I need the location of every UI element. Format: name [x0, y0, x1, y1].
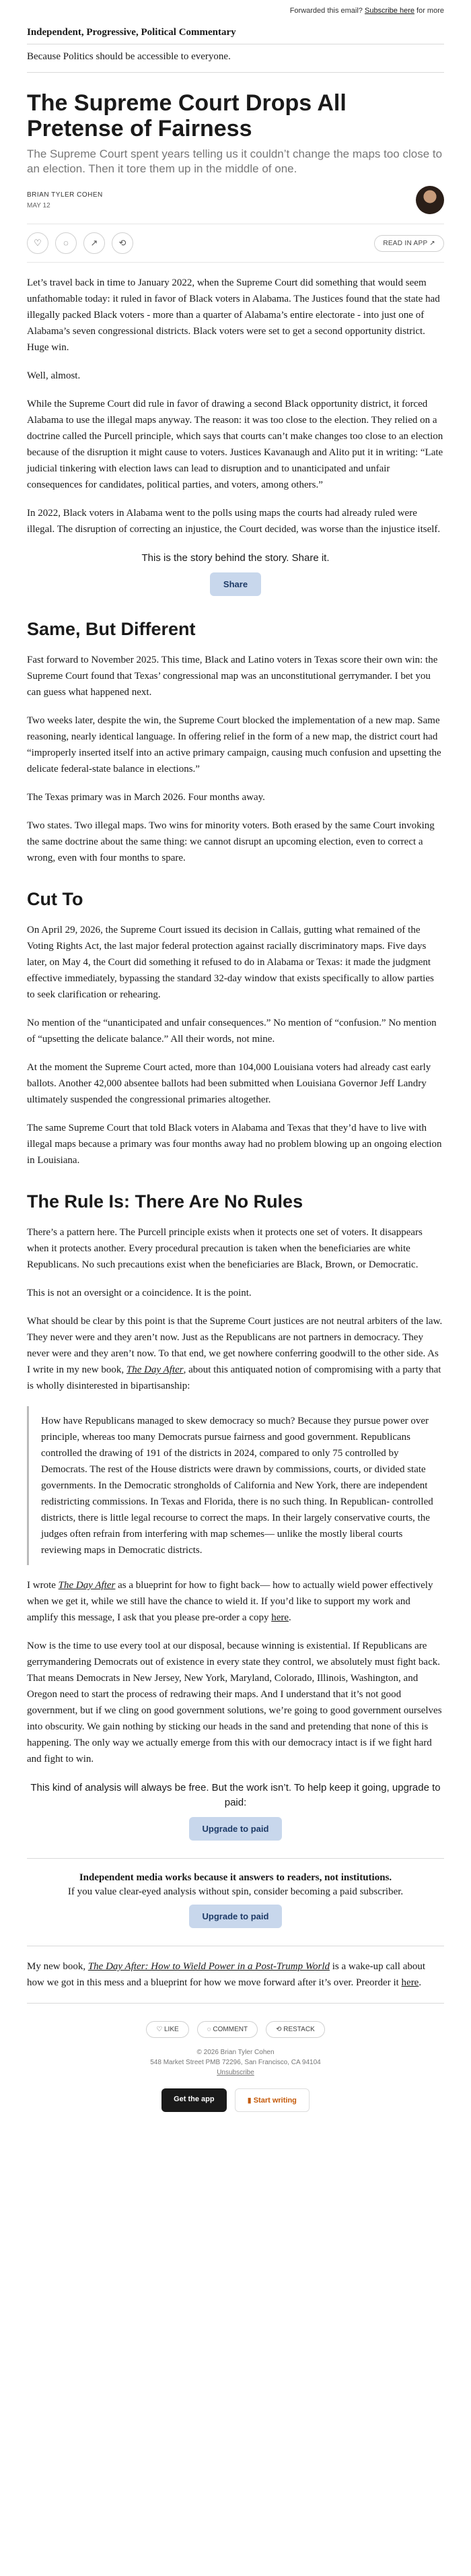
indie-heading: Independent media works because it answers to readers, not institutions. [79, 1872, 392, 1883]
paragraph: There’s a pattern here. The Purcell principle exists when it protects one set of voters. It disappears when it protects another. Every procedural precaution is taken when the beneficiaries are white Republicans. No such precautions exist when the beneficiaries are Black, Brown, or Democratic. [27, 1227, 423, 1270]
post-date: MAY 12 [27, 201, 50, 209]
paragraph: Fast forward to November 2025. This time, Black and Latino voters in Texas score their own win: the Supreme Court found that Texas’ congressional map was an unconstitutional gerrymander. I bet you can guess what happened next. [27, 655, 438, 698]
upgrade-cta-text: This kind of analysis will always be free. But the work isn’t. To help keep it going, upgrade to paid: [30, 1782, 441, 1808]
paragraph: At the moment the Supreme Court acted, more than 104,000 Louisiana voters had already cast early ballots. Another 42,000 absentee ballots had been submitted when Louisiana Governor Jeff Landry ultimately suspended the congressional primaries altogether. [27, 1062, 431, 1105]
post-body [27, 275, 444, 1991]
paragraph: Two weeks later, despite the win, the Supreme Court blocked the implementation of a new map. Same reasoning, nearly identical language. In offering relief in the form of a new map, the district court had “improperly inserted itself into an active primary campaign, causing much confusion and upsetting the delicate federal-state balance in elections.” [27, 715, 441, 774]
paragraph: In 2022, Black voters in Alabama went to the polls using maps the courts had already ruled were illegal. The disruption of correcting an injustice, the Court decided, was worse than the injustice itself. [27, 508, 441, 535]
divider [27, 1858, 444, 1859]
section-heading: Same, But Different [27, 619, 196, 639]
divider [27, 72, 444, 73]
like-button[interactable]: ♡ LIKE [146, 2021, 188, 2038]
paragraph: I wrote The Day After as a blueprint for how to fight back— how to actually wield power effectively when we get it, while we still have the chance to wield it. If you’d like to support my work and amplify this message, I ask that you please pre-order a copy here. [27, 1580, 433, 1623]
share-icon[interactable]: ↗ [83, 232, 105, 254]
paragraph: This is not an oversight or a coincidence. It is the point. [27, 1288, 252, 1298]
paragraph: The Texas primary was in March 2026. Four months away. [27, 792, 265, 803]
read-in-app-button[interactable]: READ IN APP ↗ [374, 235, 444, 252]
divider [27, 2003, 444, 2004]
post-actions [27, 224, 444, 263]
copyright: © 2026 Brian Tyler Cohen [196, 2049, 275, 2056]
paragraph: What should be clear by this point is that the Supreme Court justices are not neutral arbiters of the law. They never were and they aren’t now. Just as the Republicans are not partners in democracy. They never were and they aren’t now. To that end, we get nowhere conferring goodwill to the other side. As I write in my new book, The Day After, about this antiquated notion of compromising with a party that is wholly disinterested in bipartisanship: [27, 1316, 443, 1391]
footer-actions [27, 2021, 444, 2038]
paragraph: While the Supreme Court did rule in favor of drawing a second Black opportunity district, it forced Alabama to use the illegal maps anyway. The reason: it was too close to the election. They relied on a doctrine called the Purcell principle, which says that courts can’t make changes too close to an election because of the disruption it might cause to voters. Justices Kavanaugh and Alito put it in writing: “Late judicial tinkering with election laws can lead to disruption and to unanticipated and unfair consequences for candidates, political parties, and voters, among others.” [27, 399, 443, 490]
paragraph: My new book, The Day After: How to Wield Power in a Post-Trump World is a wake-up call about how we got in this mess and a blueprint for how we move forward after it’s over. Preorder it here. [27, 1961, 426, 1988]
restack-button[interactable]: ⟲ RESTACK [266, 2021, 325, 2038]
share-button[interactable]: Share [210, 572, 261, 596]
post-subtitle: The Supreme Court spent years telling us it couldn’t change the maps too close to an election. Then it tore them up in the middle of one. [27, 147, 443, 175]
address: 548 Market Street PMB 72296, San Francisco, CA 94104 [150, 2059, 321, 2066]
paragraph: Well, almost. [27, 370, 81, 381]
paragraph: No mention of the “unanticipated and unfair consequences.” No mention of “confusion.” No mention of “upsetting the delicate balance.” All their words, not mine. [27, 1018, 437, 1045]
paragraph: Let’s travel back in time to January 2022, when the Supreme Court did something that would seem unfathomable today: it ruled in favor of Black voters in Alabama. The Justices found that the state had illegally packed Black voters - more than a quarter of Alabama’s entire electorate - into just one of Alabama’s seven congressional districts. Black voters were set to get a second opportunity district. Huge win. [27, 277, 440, 353]
book-link[interactable]: The Day After [126, 1364, 184, 1375]
upgrade-button[interactable]: Upgrade to paid [189, 1817, 283, 1841]
subscribe-link[interactable]: Subscribe here [364, 7, 414, 15]
blockquote [27, 1406, 444, 1565]
book-link[interactable]: The Day After [58, 1580, 116, 1591]
publication-name: Independent, Progressive, Political Commentary [27, 27, 236, 38]
section-heading: Cut To [27, 889, 83, 909]
avatar[interactable] [416, 186, 444, 214]
app-buttons [27, 2088, 444, 2112]
forward-notice: Forwarded this email? Subscribe here for more [289, 7, 444, 15]
post-title[interactable]: The Supreme Court Drops All Pretense of Fairness [27, 90, 347, 141]
preorder-link[interactable]: here [271, 1612, 289, 1623]
byline [27, 186, 444, 214]
paragraph: Two states. Two illegal maps. Two wins for minority voters. Both erased by the same Court invoking the same doctrine about the same thing: we cannot disrupt an upcoming election, even to correct a wrong, even with four months to spare. [27, 820, 435, 863]
quote-text: How have Republicans managed to skew democracy so much? Because they pursue power over principle, whereas too many Democrats pursue fairness and good government. Republicans controlled the drawing of 191 of the districts in 2024, compared to only 75 controlled by Democrats. The rest of the House districts were drawn by commissions, courts, or divided state governments. In the Democratic strongholds of California and New York, there are independent redistricting commissions. In Texas and Florida, there is no such thing. In Republican- controlled districts, there is little legal recourse to correct the maps. In their largely conservative courts, the judges often refrain from interfering with map schemes— unlike the mostly liberal courts reviewing maps in Democratic districts. [41, 1416, 433, 1556]
paragraph: The same Supreme Court that told Black voters in Alabama and Texas that they’d have to live with illegal maps because a primary was four months away had no problem blowing up an ongoing election in Louisiana. [27, 1123, 442, 1166]
preorder-link[interactable]: here [401, 1977, 419, 1988]
comment-button[interactable]: ◌ COMMENT [197, 2021, 258, 2038]
publication-tagline: Because Politics should be accessible to everyone. [27, 51, 231, 62]
start-writing-button[interactable]: ▮ Start writing [235, 2088, 310, 2112]
get-app-button[interactable]: Get the app [161, 2088, 227, 2112]
upgrade-button-2[interactable]: Upgrade to paid [189, 1905, 283, 1928]
unsubscribe-link[interactable]: Unsubscribe [217, 2069, 254, 2076]
section-heading: The Rule Is: There Are No Rules [27, 1191, 303, 1212]
comment-icon[interactable]: ◌ [55, 232, 77, 254]
heart-icon[interactable]: ♡ [27, 232, 48, 254]
paragraph: Now is the time to use every tool at our disposal, because winning is existential. If Republicans are gerrymandering Democrats out of existence in every state they control, we absolutely must fight back. That means Democrats in New Jersey, New York, Maryland, Colorado, Illinois, Washington, and Oregon need to start the process of redrawing their maps. And I understand that it’s not good government, but if we cling on good government solutions, we’re going to good government ourselves into obscurity. We gain nothing by sticking our heads in the sand and pretending that none of this is happening. The only way we actually emerge from this with our democracy intact is if we fight hard and fight to win. [27, 1641, 442, 1764]
share-cta-text: This is the story behind the story. Share it. [141, 552, 330, 564]
footer [27, 2047, 444, 2078]
restack-icon[interactable]: ⟲ [112, 232, 133, 254]
author-name[interactable]: BRIAN TYLER COHEN [27, 191, 103, 199]
paragraph: On April 29, 2026, the Supreme Court issued its decision in Callais, gutting what remained of the Voting Rights Act, the last major federal protection against racially discriminatory maps. Five days later, on May 4, the Court did something it refused to do in Alabama or Texas: it made the judgment effective immediately, bypassing the standard 32-day window that exists specifically to allow parties to seek clarification or rehearing. [27, 925, 434, 1000]
indie-text: If you value clear-eyed analysis without spin, consider becoming a paid subscriber. [67, 1886, 404, 1897]
bookmark-icon: ▮ [247, 2096, 254, 2105]
book-link[interactable]: The Day After: How to Wield Power in a Post-Trump World [87, 1961, 330, 1972]
